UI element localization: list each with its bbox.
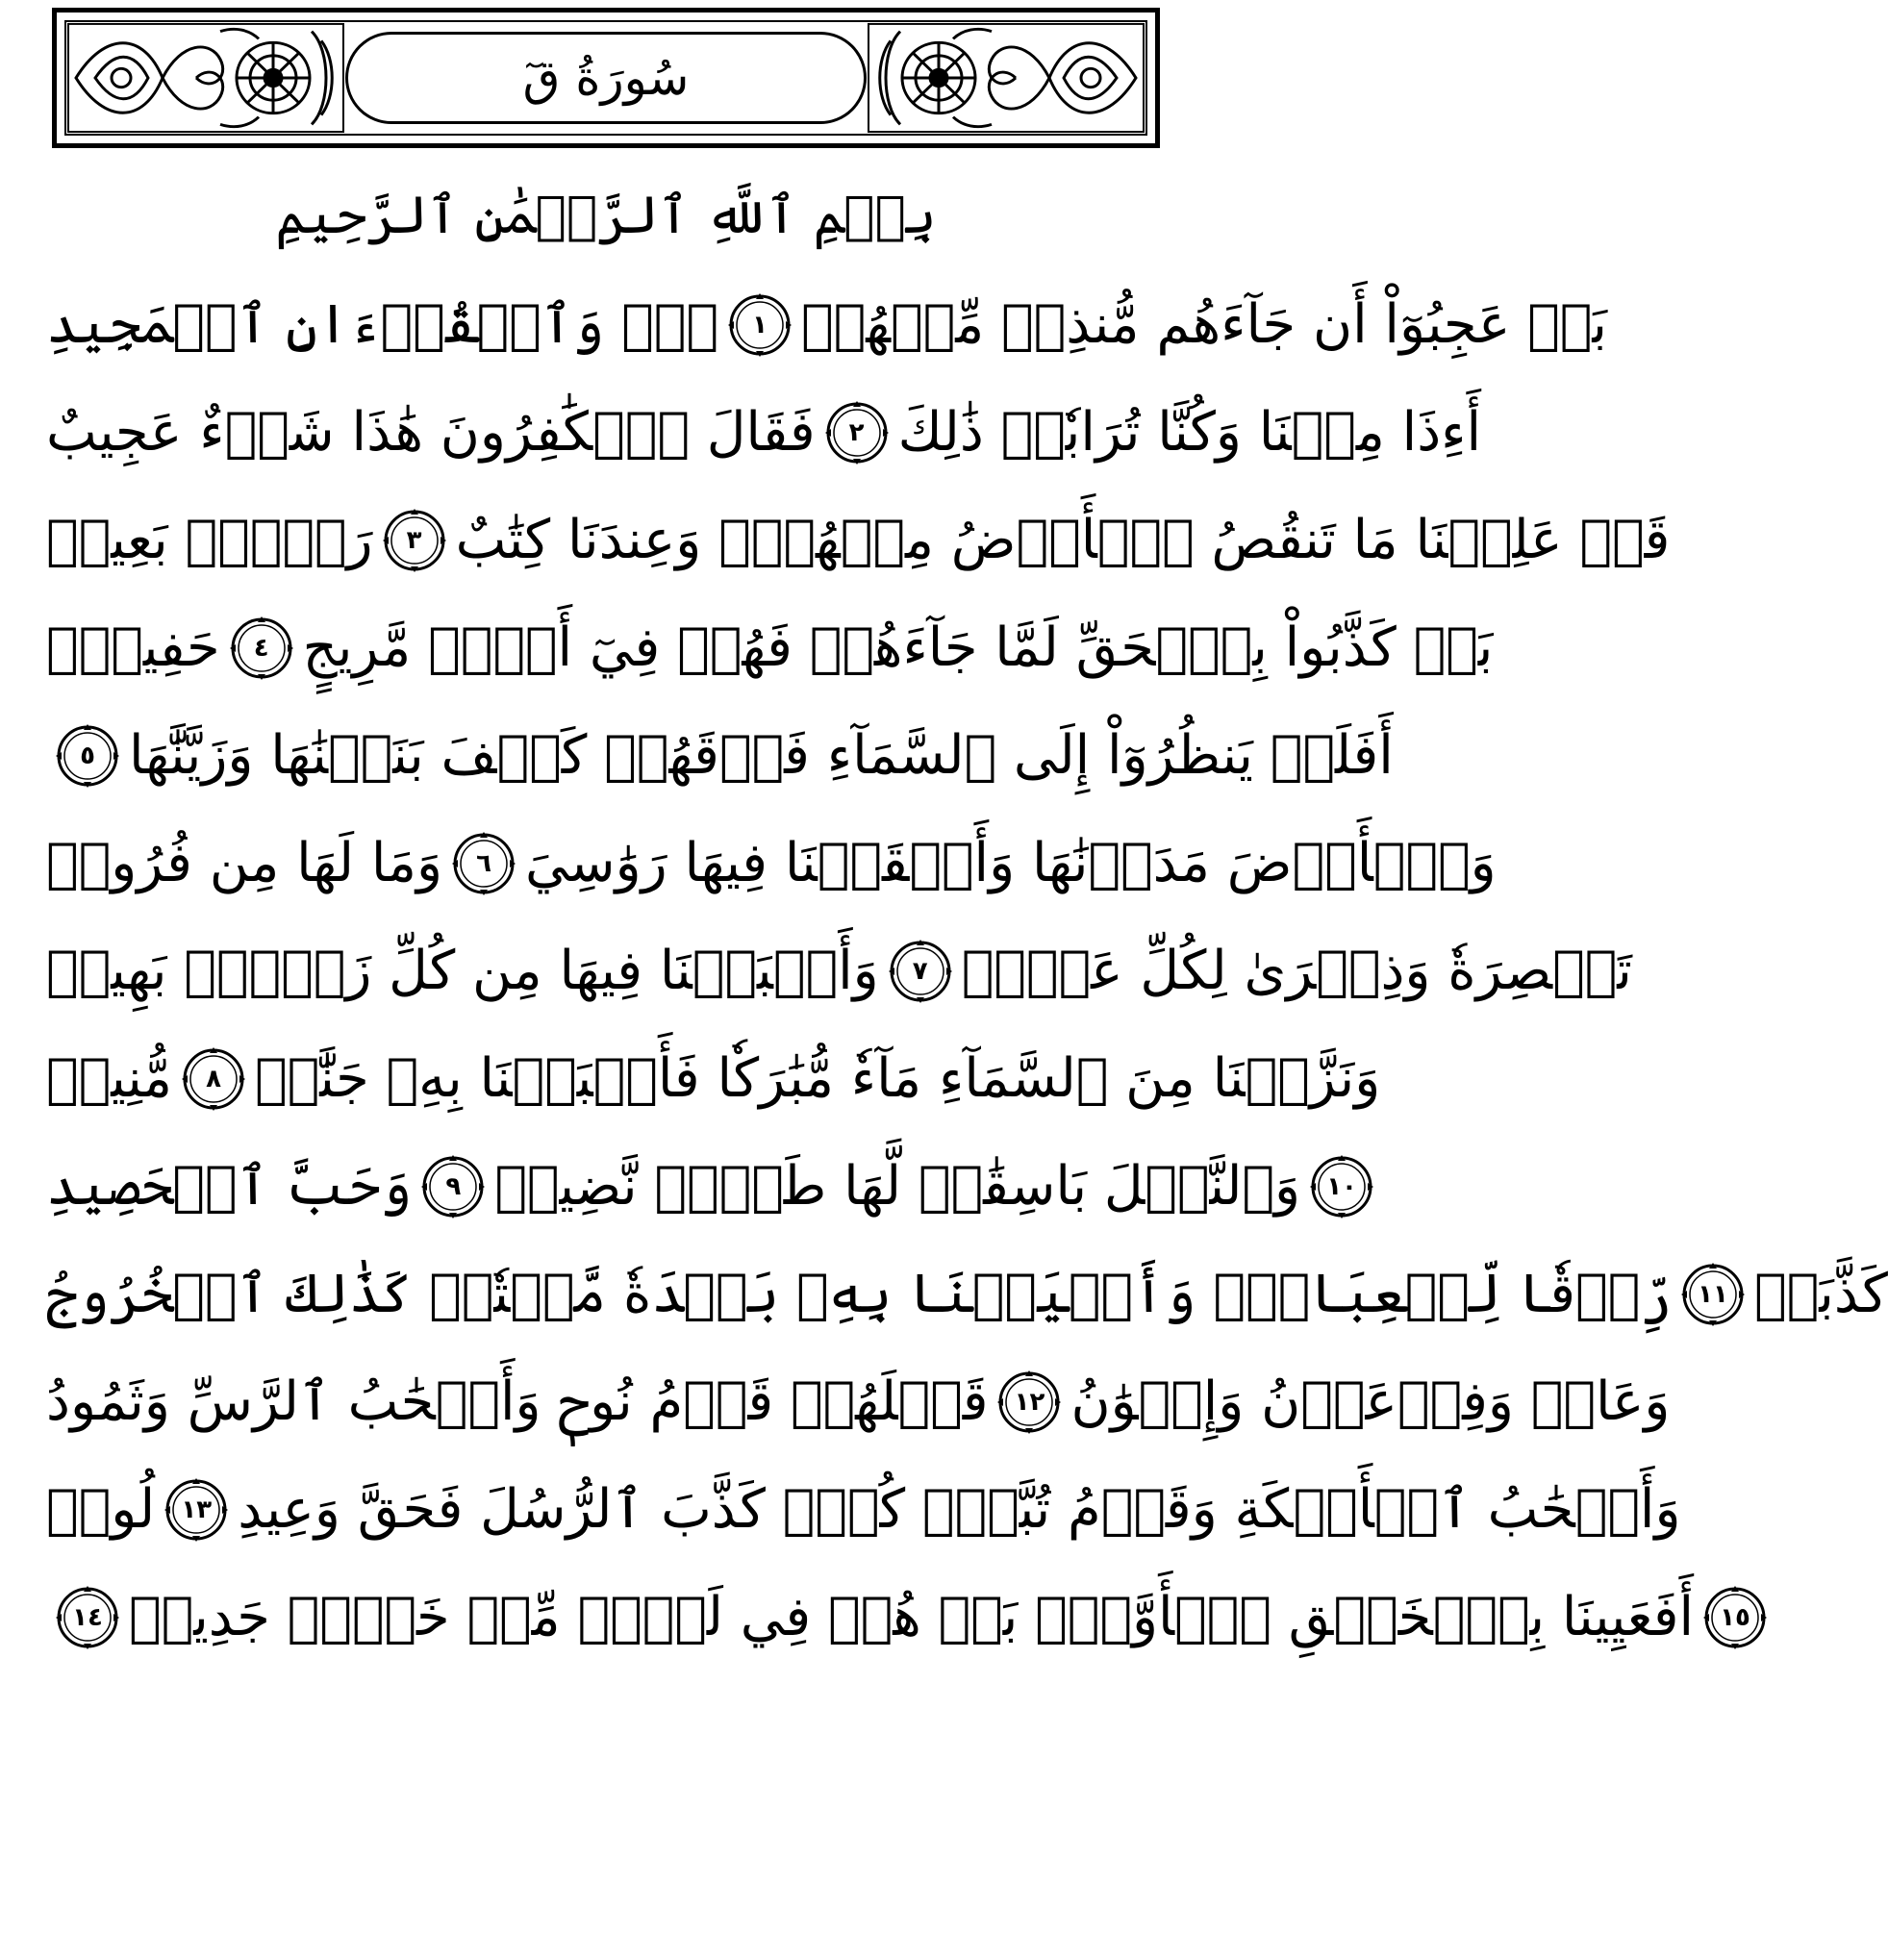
verse-line: [46, 1348, 1671, 1456]
verse-text: قَدۡ عَلِمۡنَا مَا تَنقُصُ ٱلۡأَرۡضُ مِنۡهُمۡۖ وَعِندَنَا كِتَٰبٌ: [455, 509, 1671, 571]
verse-text: وَٱلۡأَرۡضَ مَدَدۡنَٰهَا وَأَلۡقَيۡنَا فِيهَا رَوَٰسِيَ: [525, 832, 1497, 894]
verse-line: [46, 487, 1671, 594]
verse-line: [46, 1241, 1888, 1348]
ayah-end-marker: [163, 1476, 230, 1544]
verse-line: [46, 1564, 1750, 1671]
verse-text: وَٱلنَّخۡلَ بَاسِقَٰتٖ لَّهَا طَلۡعٞ نَّضِيدٞ: [494, 1155, 1301, 1218]
verse-text: وَأَنۢبَتۡنَا فِيهَا مِن كُلِّ زَوۡجِۢ بَهِيجٖ: [46, 940, 879, 1002]
verse-text: مُّنِيبٖ: [46, 1047, 173, 1110]
ayah-end-marker: [228, 615, 295, 682]
surah-title-cartouche: [345, 32, 867, 124]
ayah-number: ١٠: [1326, 1172, 1357, 1201]
ayah-number: ٣: [406, 526, 422, 555]
verse-line: [46, 1133, 1357, 1241]
verse-line: [46, 917, 1632, 1025]
ayah-number: ٥: [80, 741, 95, 770]
surah-header-frame: [52, 8, 1160, 148]
verse-line: [46, 594, 1494, 702]
ayah-number: ٢: [848, 418, 865, 447]
verse-text: وَحَبَّ ٱلۡحَصِيدِ: [46, 1155, 413, 1218]
ayah-number: ٦: [476, 849, 491, 878]
ayah-number: ١: [752, 311, 768, 339]
verse-line: [46, 702, 1394, 810]
ayah-end-marker: [419, 1153, 487, 1220]
verse-text: بَلۡ كَذَّبُواْ بِٱلۡحَقِّ لَمَّا جَآءَهُمۡ فَهُمۡ فِيٓ أَمۡرٖ مَّرِيجٍ: [302, 616, 1494, 679]
verse-text: رَجۡعُۢ بَعِيدٞ: [46, 509, 373, 571]
verse-text: رِّزۡقٗا لِّلۡعِبَادِۖ وَأَحۡيَيۡنَا بِهِۦ بَلۡدَةٗ مَّيۡتٗاۚ كَذَٰلِكَ ٱلۡخُرُوجُ: [46, 1263, 1673, 1325]
ayah-number: ٤: [253, 634, 269, 663]
verse-line: [46, 810, 1497, 917]
ayah-end-marker: [995, 1369, 1063, 1436]
verse-text: قٓۚ وَٱلۡقُرۡءَانِ ٱلۡمَجِيدِ: [46, 293, 718, 356]
verse-text: قَبۡلَهُمۡ قَوۡمُ نُوحٖ وَأَصۡحَٰبُ ٱلرَّسِّ وَثَمُودُ: [46, 1370, 989, 1433]
verse-text: وَمَا لَهَا مِن فُرُوجٖ: [46, 832, 442, 894]
verse-text: وَنَزَّلۡنَا مِنَ ٱلسَّمَآءِ مَآءٗ مُّبَٰرَكٗا فَأَنۢبَتۡنَا بِهِۦ جَنَّٰتٖ: [255, 1047, 1381, 1110]
verse-line: [46, 1025, 1381, 1133]
ayah-number: ١٢: [1014, 1388, 1045, 1417]
basmala: بِسۡمِ ٱللَّهِ ٱلرَّحۡمَٰنِ ٱلرَّحِيمِ: [275, 185, 937, 245]
ayah-end-marker: [726, 291, 793, 359]
verse-text: بَلۡ عَجِبُوٓاْ أَن جَآءَهُم مُّنذِرٞ مِّنۡهُمۡ: [801, 293, 1607, 356]
ayah-end-marker: [54, 722, 121, 790]
ayah-end-marker: [450, 830, 517, 897]
verse-text: أَفَلَمۡ يَنظُرُوٓاْ إِلَى ٱلسَّمَآءِ فَوۡقَهُمۡ كَيۡفَ بَنَيۡنَٰهَا وَزَيَّنَّٰهَا: [129, 724, 1394, 787]
verse-text: تَبۡصِرَةٗ وَذِكۡرَىٰ لِكُلِّ عَبۡدٖ: [961, 940, 1632, 1002]
verse-lines: [46, 271, 1888, 1671]
arabesque-ornament-left-icon: [66, 22, 345, 134]
ayah-number: ٨: [206, 1065, 221, 1093]
verse-line: [46, 379, 1482, 487]
verse-text: فَقَالَ ٱلۡكَٰفِرُونَ هَٰذَا شَيۡءٌ عَجِيبٌ: [46, 401, 816, 464]
ayah-end-marker: [180, 1045, 247, 1113]
ayah-end-marker: [54, 1584, 121, 1651]
verse-text: أَفَعَيِينَا بِٱلۡخَلۡقِ ٱلۡأَوَّلِۚ بَلۡ هُمۡ فِي لَبۡسٖ مِّنۡ خَلۡقٖ جَدِيدٖ: [129, 1586, 1695, 1648]
ayah-end-marker: [1679, 1261, 1747, 1328]
ayah-number: ٧: [912, 957, 928, 986]
verse-text: كَذَّبَتۡ: [1754, 1263, 1888, 1325]
surah-header-inner-border: [64, 20, 1147, 136]
ayah-end-marker: [823, 399, 891, 466]
ayah-number: ١١: [1698, 1280, 1728, 1309]
ayah-end-marker: [887, 938, 954, 1005]
verse-line: [46, 271, 1607, 379]
surah-title: سُورَةُ قٓ: [522, 50, 690, 106]
ayah-number: ١٣: [181, 1495, 213, 1524]
ayah-end-marker: [1308, 1153, 1375, 1220]
ayah-end-marker: [381, 507, 448, 574]
verse-text: أَءِذَا مِتۡنَا وَكُنَّا تُرَابٗاۖ ذَٰلِكَ: [897, 401, 1482, 464]
arabesque-ornament-right-icon: [867, 22, 1145, 134]
verse-text: لُوطٖ: [46, 1478, 156, 1541]
ayah-number: ١٥: [1720, 1603, 1750, 1632]
ayah-end-marker: [1701, 1584, 1769, 1651]
verse-text: وَأَصۡحَٰبُ ٱلۡأَيۡكَةِ وَقَوۡمُ تُبَّعٖۚ كُلّٞ كَذَّبَ ٱلرُّسُلَ فَحَقَّ وَعِيدِ: [238, 1478, 1681, 1541]
verse-text: وَعَادٞ وَفِرۡعَوۡنُ وَإِخۡوَٰنُ: [1070, 1370, 1671, 1433]
verse-line: [46, 1456, 1681, 1564]
ayah-number: ٩: [445, 1172, 462, 1201]
verse-text: حَفِيظُۢ: [46, 616, 220, 679]
ayah-number: ١٤: [72, 1603, 103, 1632]
